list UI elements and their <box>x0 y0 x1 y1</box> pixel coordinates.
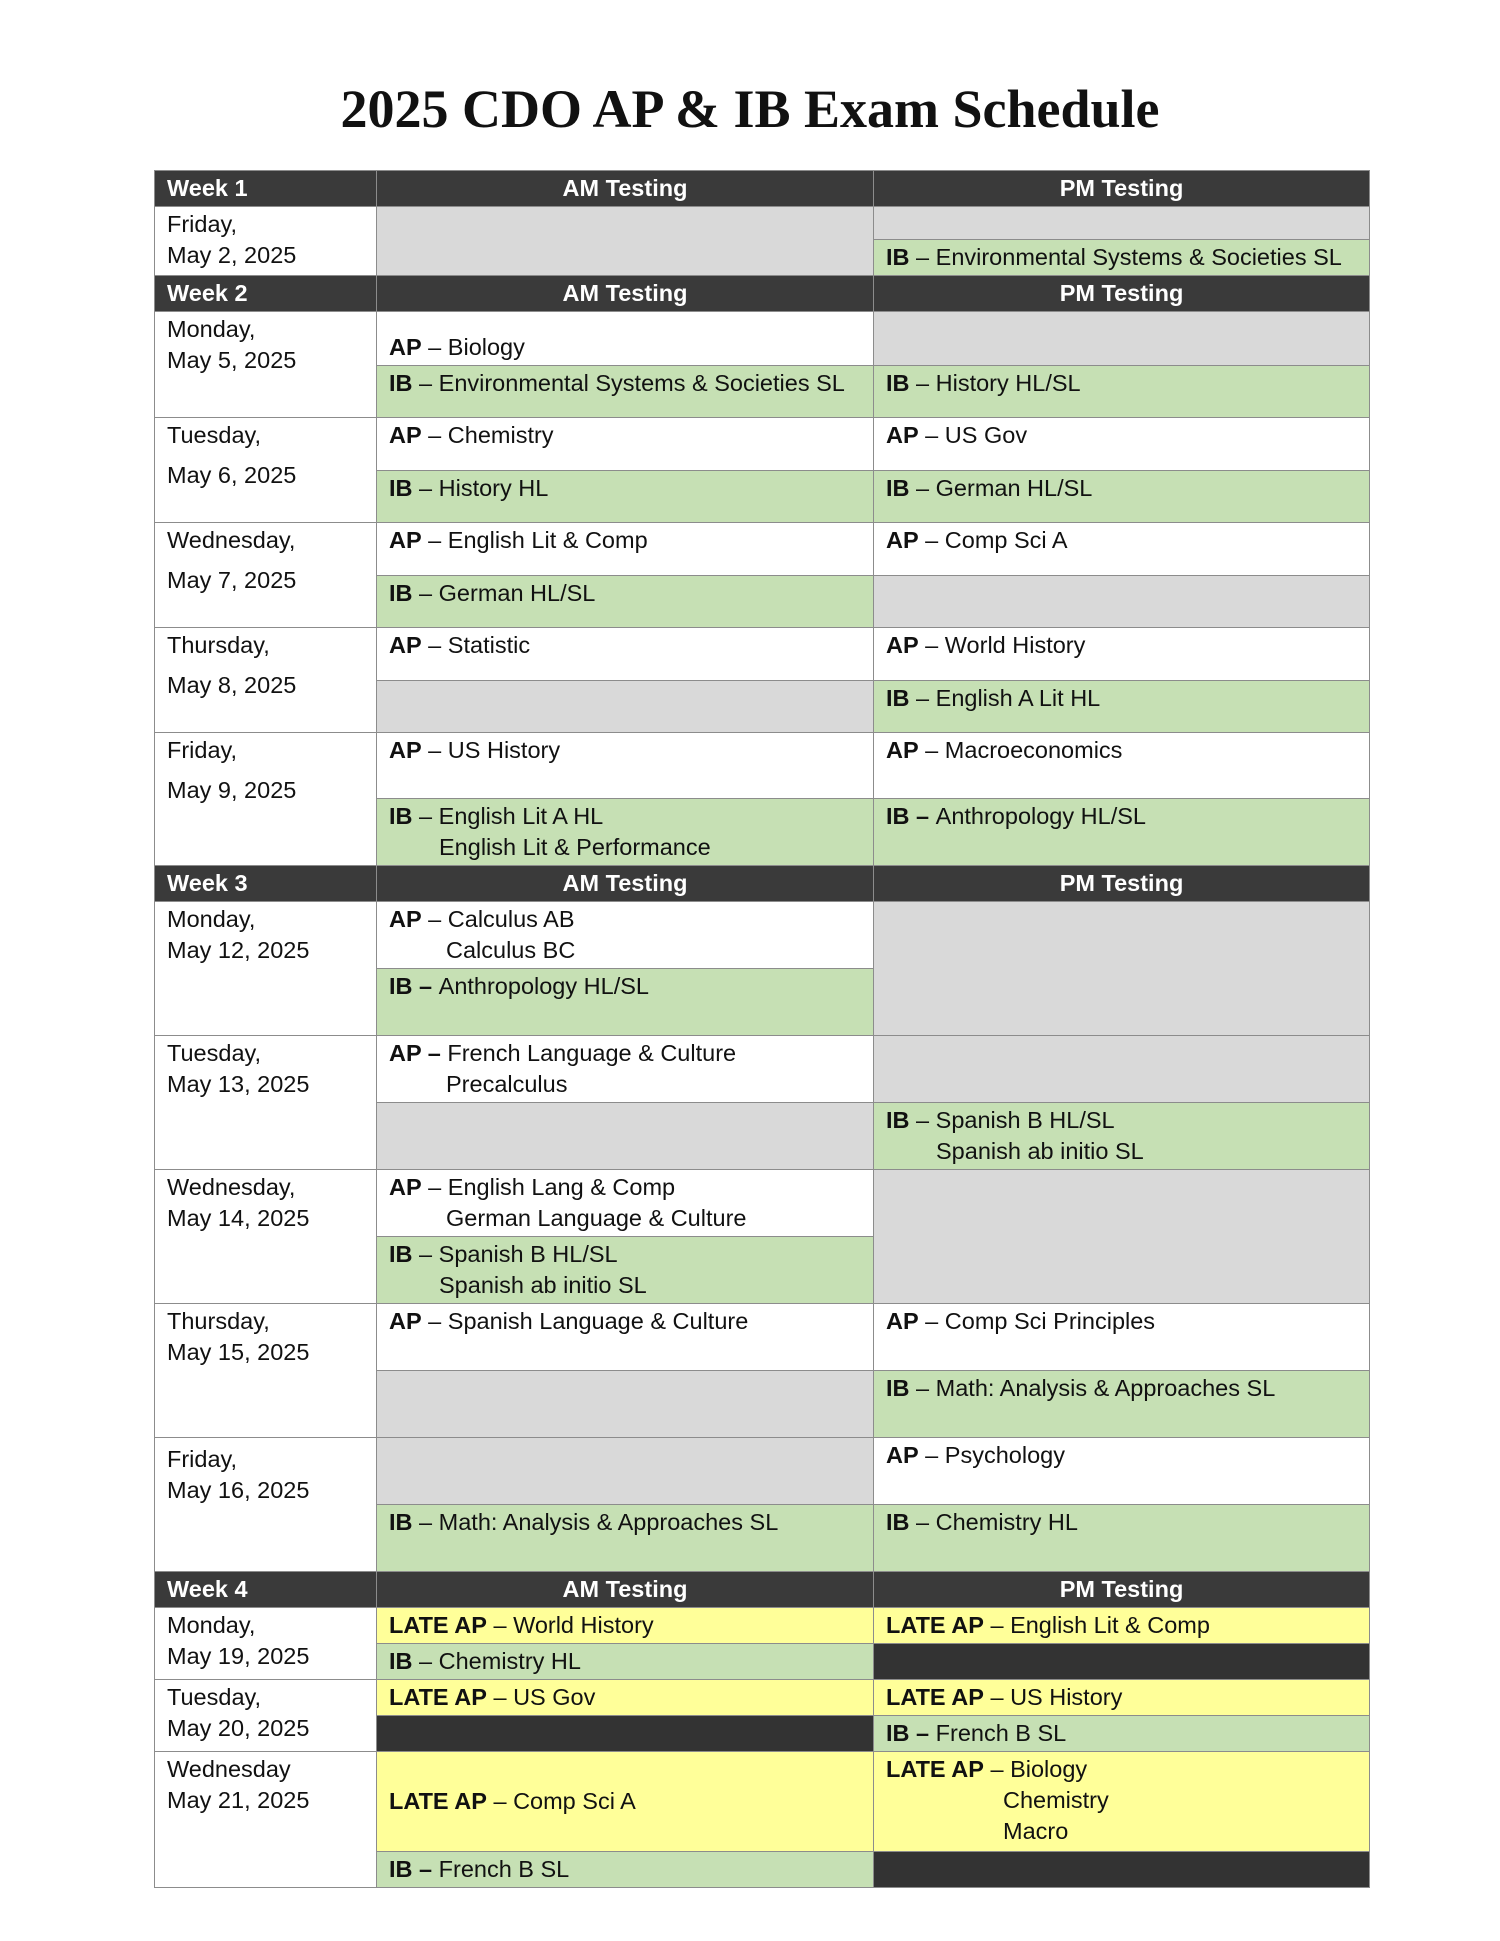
exam-entry: IB – Spanish B HL/SL Spanish ab initio SL <box>377 1237 874 1304</box>
day-name: Thursday, <box>167 1308 270 1334</box>
exam-type: AP <box>886 527 919 553</box>
exam-entry: IB – French B SL <box>377 1852 874 1888</box>
day-name: Monday, <box>167 1612 256 1638</box>
exam-type: IB <box>886 475 910 501</box>
exam-entry: AP – US Gov <box>874 418 1370 471</box>
empty-slot <box>377 1103 874 1170</box>
exam-subject: Comp Sci A <box>944 527 1068 553</box>
day-date: May 12, 2025 <box>167 937 310 963</box>
exam-subject: English A Lit HL <box>935 685 1101 711</box>
exam-subject: German HL/SL <box>438 580 596 606</box>
exam-subject: Biology <box>447 334 525 360</box>
exam-type: IB <box>389 1856 413 1882</box>
empty-slot <box>874 576 1370 628</box>
exam-type: AP <box>389 737 422 763</box>
exam-type: AP <box>389 422 422 448</box>
exam-type: LATE AP <box>389 1684 487 1710</box>
exam-entry: IB – Anthropology HL/SL <box>874 799 1370 866</box>
day-name: Wednesday <box>167 1756 291 1782</box>
exam-subject: English Lit A HL <box>438 803 604 829</box>
exam-type: AP <box>389 1040 422 1066</box>
exam-type: AP <box>389 632 422 658</box>
exam-entry: IB – Environmental Systems & Societies SL <box>874 240 1370 276</box>
day-cell <box>155 1752 377 1888</box>
day-date: May 6, 2025 <box>167 462 297 488</box>
exam-subject: US Gov <box>944 422 1028 448</box>
exam-type: IB <box>389 370 413 396</box>
exam-entry: IB – History HL <box>377 471 874 523</box>
week-header-row <box>155 866 1370 902</box>
day-date: May 9, 2025 <box>167 777 297 803</box>
exam-subject: Spanish B HL/SL <box>935 1107 1115 1133</box>
exam-subject: Chemistry HL <box>935 1509 1078 1535</box>
exam-entry: AP – US History <box>377 733 874 799</box>
exam-entry: AP – Statistic <box>377 628 874 681</box>
exam-type: IB <box>389 803 413 829</box>
blocked-slot <box>874 1644 1370 1680</box>
exam-entry: IB – English Lit A HL English Lit & Performance <box>377 799 874 866</box>
exam-subject: Environmental Systems & Societies SL <box>935 244 1342 270</box>
exam-type: AP <box>886 1308 919 1334</box>
exam-subject: Chemistry <box>1003 1787 1109 1813</box>
day-cell <box>155 312 377 418</box>
day-date: May 8, 2025 <box>167 672 297 698</box>
exam-subject: World History <box>513 1612 654 1638</box>
week-header-row <box>155 1572 1370 1608</box>
exam-subject: Comp Sci A <box>513 1788 636 1814</box>
day-date: May 5, 2025 <box>167 347 297 373</box>
exam-type: IB <box>886 1720 910 1746</box>
exam-type: AP <box>886 422 919 448</box>
exam-subject: Environmental Systems & Societies SL <box>438 370 845 396</box>
exam-subject: Spanish Language & Culture <box>447 1308 749 1334</box>
exam-type: IB <box>886 1509 910 1535</box>
empty-slot <box>874 1036 1370 1103</box>
exam-subject: Spanish ab initio SL <box>936 1138 1144 1164</box>
week-label: Week 3 <box>155 866 377 902</box>
week-label: Week 1 <box>155 171 377 207</box>
exam-subject: Statistic <box>447 632 531 658</box>
week-header-row <box>155 276 1370 312</box>
blocked-slot <box>874 1852 1370 1888</box>
exam-entry: AP – Comp Sci Principles <box>874 1304 1370 1371</box>
week-label: Week 2 <box>155 276 377 312</box>
exam-entry: IB – Math: Analysis & Approaches SL <box>377 1505 874 1572</box>
exam-subject: Spanish B HL/SL <box>438 1241 618 1267</box>
exam-subject: Anthropology HL/SL <box>438 973 649 999</box>
exam-subject: Comp Sci Principles <box>944 1308 1156 1334</box>
exam-subject: Macro <box>1003 1818 1069 1844</box>
exam-subject: Spanish ab initio SL <box>439 1272 647 1298</box>
day-cell <box>155 1170 377 1304</box>
day-cell <box>155 733 377 866</box>
am-testing-header: AM Testing <box>377 866 874 902</box>
exam-entry: AP – Comp Sci A <box>874 523 1370 576</box>
exam-entry: LATE AP – Comp Sci A <box>377 1752 874 1852</box>
exam-type: LATE AP <box>389 1788 487 1814</box>
exam-subject: Macroeconomics <box>944 737 1123 763</box>
day-name: Tuesday, <box>167 1040 262 1066</box>
day-name: Monday, <box>167 316 256 342</box>
exam-entry: IB – Anthropology HL/SL <box>377 969 874 1036</box>
exam-entry: IB – Chemistry HL <box>377 1644 874 1680</box>
exam-subject: English Lit & Comp <box>1010 1612 1210 1638</box>
am-testing-header: AM Testing <box>377 1572 874 1608</box>
page-title: 2025 CDO AP & IB Exam Schedule <box>340 79 1160 139</box>
exam-entry: IB – Math: Analysis & Approaches SL <box>874 1371 1370 1438</box>
exam-subject: Psychology <box>944 1442 1065 1468</box>
exam-type: IB <box>886 1107 910 1133</box>
exam-type: LATE AP <box>389 1612 487 1638</box>
exam-subject: US Gov <box>513 1684 596 1710</box>
day-cell <box>155 1304 377 1438</box>
exam-subject: Precalculus <box>446 1071 568 1097</box>
exam-entry: AP – Macroeconomics <box>874 733 1370 799</box>
exam-entry: IB – English A Lit HL <box>874 681 1370 733</box>
exam-type: IB <box>389 580 413 606</box>
day-name: Friday, <box>167 211 238 237</box>
exam-subject: US History <box>447 737 561 763</box>
exam-type: AP <box>389 906 422 932</box>
exam-subject: History HL <box>438 475 549 501</box>
blocked-slot <box>377 1716 874 1752</box>
exam-type: LATE AP <box>886 1684 984 1710</box>
exam-subject: Calculus AB <box>447 906 575 932</box>
pm-testing-header: PM Testing <box>874 1572 1370 1608</box>
exam-entry: AP – Chemistry <box>377 418 874 471</box>
day-cell <box>155 1680 377 1752</box>
exam-subject: English Lit & Comp <box>447 527 648 553</box>
day-date: May 19, 2025 <box>167 1643 310 1669</box>
week-label: Week 4 <box>155 1572 377 1608</box>
day-name: Tuesday, <box>167 422 262 448</box>
day-date: May 13, 2025 <box>167 1071 310 1097</box>
day-name: Friday, <box>167 1446 238 1472</box>
empty-slot <box>874 207 1370 240</box>
exam-type: AP <box>886 632 919 658</box>
exam-type: IB <box>389 1509 413 1535</box>
exam-type: IB <box>389 973 413 999</box>
day-name: Tuesday, <box>167 1684 262 1710</box>
pm-testing-header: PM Testing <box>874 171 1370 207</box>
exam-type: IB <box>389 1648 413 1674</box>
exam-subject: Math: Analysis & Approaches SL <box>438 1509 779 1535</box>
day-cell <box>155 523 377 628</box>
day-date: May 14, 2025 <box>167 1205 310 1231</box>
day-cell <box>155 418 377 523</box>
exam-entry: IB – History HL/SL <box>874 366 1370 418</box>
exam-type: IB <box>886 685 910 711</box>
day-cell <box>155 1438 377 1572</box>
pm-testing-header: PM Testing <box>874 866 1370 902</box>
exam-entry: AP – World History <box>874 628 1370 681</box>
exam-type: AP <box>389 1174 422 1200</box>
exam-entry: LATE AP – World History <box>377 1608 874 1644</box>
empty-slot <box>874 902 1370 1036</box>
day-cell <box>155 902 377 1036</box>
exam-entry: IB – Chemistry HL <box>874 1505 1370 1572</box>
exam-entry: AP – English Lit & Comp <box>377 523 874 576</box>
exam-subject: English Lang & Comp <box>447 1174 676 1200</box>
exam-entry: AP – French Language & Culture Precalculus <box>377 1036 874 1103</box>
exam-entry: LATE AP – US Gov <box>377 1680 874 1716</box>
am-testing-header: AM Testing <box>377 276 874 312</box>
exam-type: AP <box>886 1442 919 1468</box>
exam-subject: Chemistry HL <box>438 1648 581 1674</box>
exam-subject: Biology <box>1010 1756 1088 1782</box>
exam-entry: IB – German HL/SL <box>377 576 874 628</box>
day-name: Friday, <box>167 737 238 763</box>
exam-entry: AP – Biology <box>377 312 874 366</box>
day-date: May 21, 2025 <box>167 1787 310 1813</box>
empty-slot <box>377 1438 874 1505</box>
exam-type: AP <box>389 334 422 360</box>
exam-type: LATE AP <box>886 1756 984 1782</box>
exam-subject: World History <box>944 632 1086 658</box>
exam-subject: Math: Analysis & Approaches SL <box>935 1375 1276 1401</box>
exam-type: IB <box>389 1241 413 1267</box>
exam-subject: French B SL <box>935 1720 1067 1746</box>
exam-subject: German HL/SL <box>935 475 1093 501</box>
exam-subject: French Language & Culture <box>447 1040 737 1066</box>
exam-subject: Chemistry <box>447 422 554 448</box>
day-name: Wednesday, <box>167 1174 296 1200</box>
exam-type: AP <box>389 527 422 553</box>
exam-subject: History HL/SL <box>935 370 1081 396</box>
day-name: Wednesday, <box>167 527 296 553</box>
exam-entry: LATE AP – US History <box>874 1680 1370 1716</box>
empty-slot <box>377 1371 874 1438</box>
exam-type: IB <box>886 370 910 396</box>
exam-entry: IB – German HL/SL <box>874 471 1370 523</box>
exam-subject: German Language & Culture <box>446 1205 747 1231</box>
exam-type: IB <box>886 803 910 829</box>
day-date: May 16, 2025 <box>167 1477 310 1503</box>
exam-entry: AP – Spanish Language & Culture <box>377 1304 874 1371</box>
week-header-row <box>155 171 1370 207</box>
day-date: May 15, 2025 <box>167 1339 310 1365</box>
day-cell <box>155 1608 377 1680</box>
exam-entry: AP – Psychology <box>874 1438 1370 1505</box>
exam-type: IB <box>389 475 413 501</box>
exam-type: AP <box>389 1308 422 1334</box>
exam-entry: LATE AP – Biology Chemistry Macro <box>874 1752 1370 1852</box>
am-testing-header: AM Testing <box>377 171 874 207</box>
day-name: Monday, <box>167 906 256 932</box>
exam-subject: Anthropology HL/SL <box>935 803 1146 829</box>
exam-schedule-table <box>154 170 1370 1888</box>
exam-subject: English Lit & Performance <box>439 834 711 860</box>
day-cell <box>155 207 377 276</box>
exam-subject: US History <box>1010 1684 1123 1710</box>
exam-type: AP <box>886 737 919 763</box>
day-date: May 20, 2025 <box>167 1715 310 1741</box>
exam-entry: IB – Environmental Systems & Societies SL <box>377 366 874 418</box>
exam-type: IB <box>886 244 910 270</box>
empty-slot <box>874 312 1370 366</box>
exam-subject: French B SL <box>438 1856 570 1882</box>
exam-type: LATE AP <box>886 1612 984 1638</box>
day-date: May 7, 2025 <box>167 567 297 593</box>
exam-entry: LATE AP – English Lit & Comp <box>874 1608 1370 1644</box>
day-name: Thursday, <box>167 632 270 658</box>
empty-slot <box>377 681 874 733</box>
day-date: May 2, 2025 <box>167 242 297 268</box>
exam-entry: IB – Spanish B HL/SL Spanish ab initio SL <box>874 1103 1370 1170</box>
exam-entry: AP – English Lang & Comp German Language & Culture <box>377 1170 874 1237</box>
empty-slot <box>377 207 874 276</box>
exam-subject: Calculus BC <box>446 937 576 963</box>
empty-slot <box>874 1170 1370 1304</box>
pm-testing-header: PM Testing <box>874 276 1370 312</box>
exam-type: IB <box>886 1375 910 1401</box>
day-cell <box>155 1036 377 1170</box>
exam-entry: AP – Calculus AB Calculus BC <box>377 902 874 969</box>
day-cell <box>155 628 377 733</box>
exam-entry: IB – French B SL <box>874 1716 1370 1752</box>
